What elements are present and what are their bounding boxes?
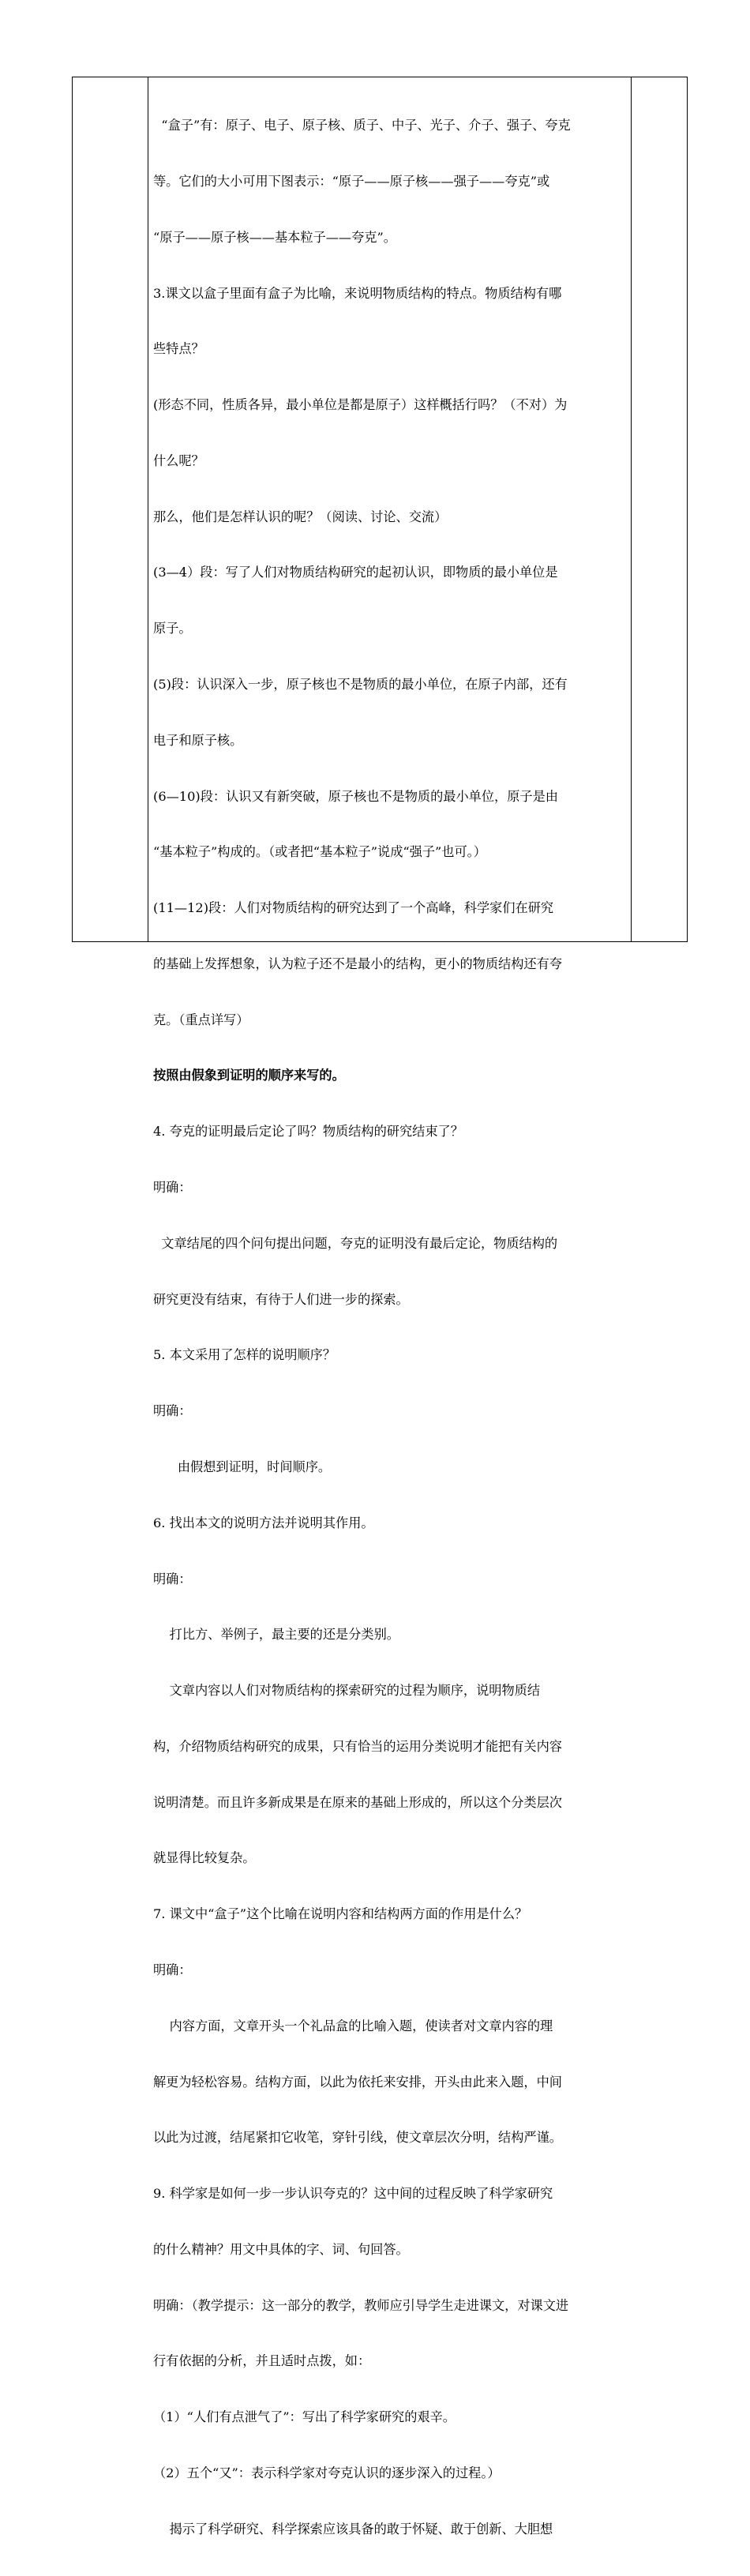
text-line: 构，介绍物质结构研究的成果，只有恰当的运用分类说明才能把有关内容 bbox=[153, 1738, 562, 1754]
text-line: 打比方、举例子，最主要的还是分类别。 bbox=[153, 1627, 399, 1643]
text-line: 原子。 bbox=[153, 621, 192, 636]
summary-heading: 按照由假象到证明的顺序来写的。 bbox=[153, 1068, 345, 1083]
text-line: “基本粒子”构成的。（或者把“基本粒子”说成“强子”也可。） bbox=[153, 844, 486, 860]
text-line: 说明清楚。而且许多新成果是在原来的基础上形成的，所以这个分类层次 bbox=[153, 1794, 562, 1810]
text-line: (5)段：认识深入一步，原子核也不是物质的最小单位，在原子内部，还有 bbox=[153, 677, 568, 692]
text-line: 5. 本文采用了怎样的说明顺序？ bbox=[153, 1347, 336, 1363]
text-line: 文章内容以人们对物质结构的探索研究的过程为顺序，说明物质结 bbox=[153, 1683, 541, 1699]
text-line: 3.课文以盒子里面有盒子为比喻，来说明物质结构的特点。物质结构有哪 bbox=[153, 285, 562, 301]
table-frame bbox=[72, 77, 688, 2537]
text-line: “原子——原子核——基本粒子——夸克”。 bbox=[153, 229, 396, 245]
text-line: 6. 找出本文的说明方法并说明其作用。 bbox=[153, 1515, 374, 1530]
text-line: 的基础上发挥想象，认为粒子还不是最小的结构，更小的物质结构还有夸 bbox=[153, 956, 562, 971]
text-line: 电子和原子核。 bbox=[153, 732, 243, 748]
text-line: (11—12)段：人们对物质结构的研究达到了一个高峰，科学家们在研究 bbox=[153, 900, 554, 916]
text-line: 揭示了科学研究、科学探索应该具备的敢于怀疑、敢于创新、大胆想 bbox=[153, 2521, 553, 2537]
text-line: 那么，他们是怎样认识的呢？（阅读、讨论、交流） bbox=[153, 509, 448, 524]
text-line: 文章结尾的四个问句提出问题，夸克的证明没有最后定论，物质结构的 bbox=[153, 1235, 558, 1251]
text-line: 以此为过渡，结尾紧扣它收笔，穿针引线，使文章层次分明，结构严谨。 bbox=[153, 2130, 562, 2146]
text-line: 4. 夸克的证明最后定论了吗？物质结构的研究结束了？ bbox=[153, 1124, 463, 1140]
text-line: 解更为轻松容易。结构方面，以此为依托来安排，开头由此来入题，中间 bbox=[153, 2074, 562, 2090]
text-line: （1）“人们有点泄气了”：写出了科学家研究的艰辛。 bbox=[153, 2409, 456, 2425]
text-line: （2）五个“又”：表示科学家对夸克认识的逐步深入的过程。） bbox=[153, 2465, 501, 2480]
text-line: (形态不同，性质各异，最小单位是都是原子）这样概括行吗？（不对）为 bbox=[153, 397, 568, 413]
lesson-content-cell bbox=[153, 79, 627, 2576]
text-line: “盒子”有：原子、电子、原子核、质子、中子、光子、介子、强子、夸克 bbox=[153, 118, 571, 133]
text-line: 克。（重点详写） bbox=[153, 1012, 249, 1027]
text-line: (3—4）段：写了人们对物质结构研究的起初认识，即物质的最小单位是 bbox=[153, 565, 558, 580]
text-line: 等。它们的大小可用下图表示：“原子——原子核——强子——夸克”或 bbox=[153, 173, 550, 189]
text-line: 9. 科学家是如何一步一步认识夸克的？这中间的过程反映了科学家研究 bbox=[153, 2186, 553, 2202]
text-line: 明确： bbox=[153, 1962, 192, 1977]
text-line: 7. 课文中“盒子”这个比喻在说明内容和结构两方面的作用是什么？ bbox=[153, 1906, 528, 1922]
text-line: 的什么精神？用文中具体的字、词、句回答。 bbox=[153, 2241, 409, 2257]
text-line: 行有依据的分析，并且适时点拨，如： bbox=[153, 2353, 371, 2369]
text-line: 明确： bbox=[153, 1403, 192, 1419]
text-line: 明确： bbox=[153, 1571, 192, 1587]
text-line: 内容方面，文章开头一个礼品盒的比喻入题，使读者对文章内容的理 bbox=[153, 2018, 553, 2033]
text-line: 明确：（教学提示：这一部分的教学，教师应引导学生走进课文，对课文进 bbox=[153, 2297, 569, 2313]
text-line: 研究更没有结束，有待于人们进一步的探索。 bbox=[153, 1291, 409, 1307]
text-line: (6—10)段：认识又有新突破，原子核也不是物质的最小单位，原子是由 bbox=[153, 788, 558, 804]
text-line: 些特点？ bbox=[153, 341, 204, 357]
text-line: 就显得比较复杂。 bbox=[153, 1850, 256, 1866]
text-line: 由假想到证明，时间顺序。 bbox=[153, 1459, 332, 1474]
text-line: 明确： bbox=[153, 1180, 192, 1196]
text-line: 什么呢？ bbox=[153, 452, 204, 468]
column-divider-right bbox=[631, 77, 632, 941]
